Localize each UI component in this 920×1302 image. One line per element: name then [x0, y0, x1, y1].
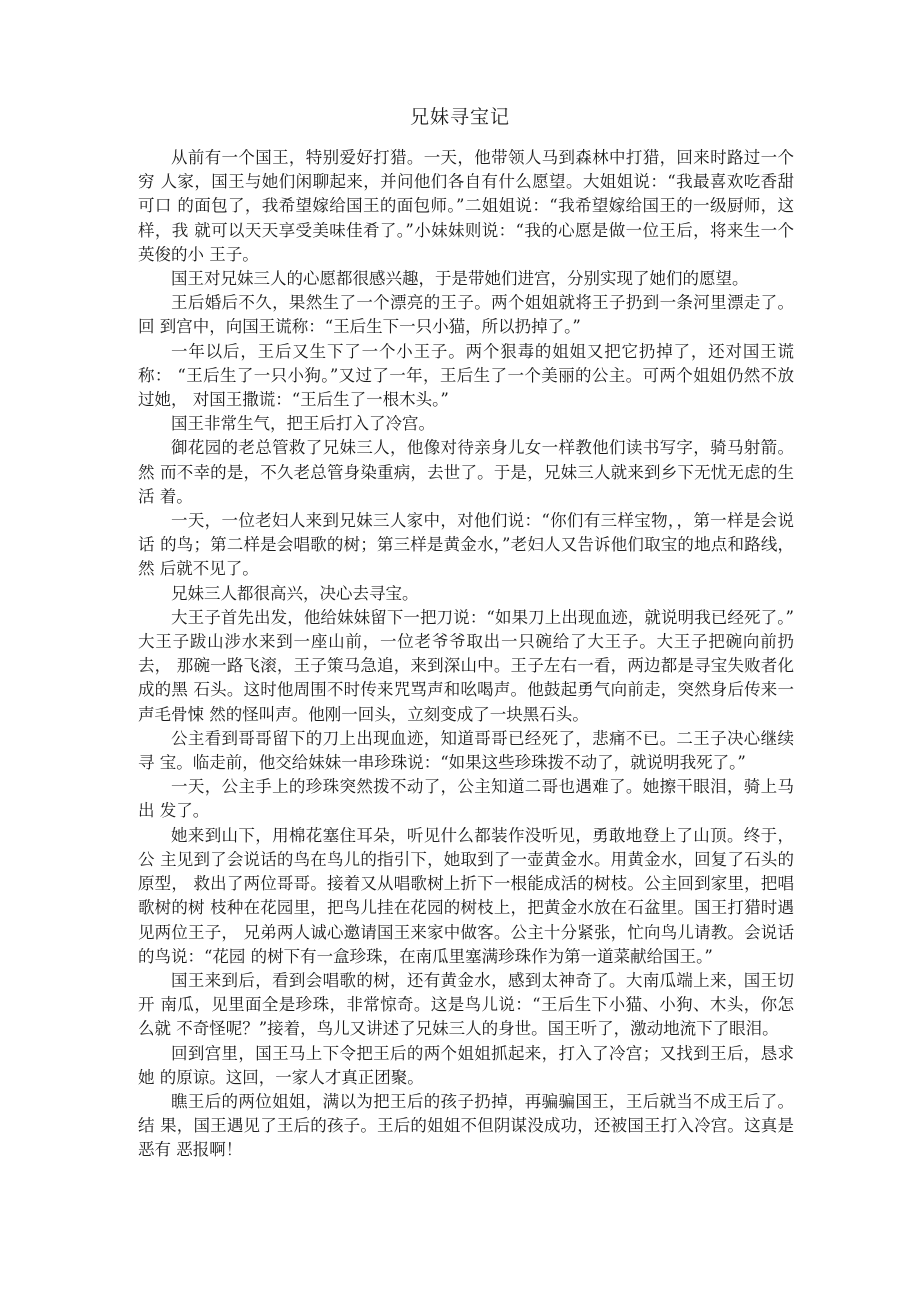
paragraph-2: 国王对兄妹三人的心愿都很感兴趣，于是带她们进宫，分别实现了她们的愿望。 [171, 269, 749, 289]
paragraph-5: 国王非常生气，把王后打入了冷宫。 [171, 414, 435, 434]
paragraph-12: 她来到山下，用棉花塞住耳朵，听见什么都装作没听见，勇敢地登上了山顶。终于，公 主见到了会说话的鸟在鸟儿的指引下，她取到了一壶黄金水。用黄金水，回复了石头的原型， 救出了两位哥哥。接着又从唱歌树上折下一根能成活的树枝。公主回到家里，把唱歌树的树 枝种在花园里，把鸟儿挂在花园的树枝上，把黄金水放在石盆里。国王打猎时遇见两位王子， 兄弟两人诚心邀请国王来家中做客。公主十分紧张，忙向鸟儿请教。会说话的鸟说：“花园 的树下有一盒珍珠，在南瓜里塞满珍珠作为第一道菜献给国王。” [138, 825, 794, 966]
paragraph-3: 王后婚后不久，果然生了一个漂亮的王子。两个姐姐就将王子扔到一条河里漂走了。回 到宫中，向国王谎称：“王后生下一只小猫，所以扔掉了。” [138, 293, 794, 337]
paragraph-4: 一年以后，王后又生下了一个小王子。两个狠毒的姐姐又把它扔掉了，还对国王谎称： “王后生了一只小狗。”又过了一年，王后生了一个美丽的公主。可两个姐姐仍然不放过她， 对国王撒谎：“王后生了一根木头。” [138, 341, 794, 410]
page-title: 兄妹寻宝记 [409, 106, 510, 128]
paragraph-8: 兄妹三人都很高兴，决心去寻宝。 [171, 583, 419, 603]
paragraph-7: 一天，一位老妇人来到兄妹三人家中，对他们说：“你们有三样宝物，，第一样是会说话 的鸟；第二样是会唱歌的树；第三样是黄金水，”老妇人又告诉他们取宝的地点和路线，然 后就不见了。 [138, 511, 794, 579]
paragraph-1: 从前有一个国王，特别爱好打猎。一天，他带领人马到森林中打猎，回来时路过一个穷 人家，国王与她们闲聊起来，并问他们各自有什么愿望。大姐姐说：“我最喜欢吃香甜可口 的面包了，我希望嫁给国王的面包师。”二姐姐说：“我希望嫁给国王的一级厨师，这样，我 就可以天天享受美味佳肴了。”小妹妹则说：“我的心愿是做一位王后，将来生一个英俊的小 王子。 [138, 148, 794, 264]
paragraph-13: 国王来到后，看到会唱歌的树，还有黄金水，感到太神奇了。大南瓜端上来，国王切开 南瓜，见里面全是珍珠，非常惊奇。这是鸟儿说：“王后生下小猫、小狗、木头，你怎么就 不奇怪呢？”接着，鸟儿又讲述了兄妹三人的身世。国王听了，激动地流下了眼泪。 [138, 970, 794, 1039]
paragraph-9: 大王子首先出发，他给妹妹留下一把刀说：“如果刀上出现血迹，就说明我已经死了。” 大王子跋山涉水来到一座山前，一位老爷爷取出一只碗给了大王子。大王子把碗向前扔去， 那碗一路飞滚，王子策马急追，来到深山中。王子左右一看，两边都是寻宝失败者化成的黑 石头。这时他周围不时传来咒骂声和吆喝声。他鼓起勇气向前走，突然身后传来一声毛骨悚 然的怪叫声。他刚一回头，立刻变成了一块黑石头。 [138, 607, 800, 724]
paragraph-14: 回到宫里，国王马上下令把王后的两个姐姐抓起来，打入了冷宫；又找到王后，恳求她 的原谅。这回，一家人才真正团聚。 [138, 1043, 794, 1087]
paragraph-11: 一天，公主手上的珍珠突然拨不动了，公主知道二哥也遇难了。她擦干眼泪，骑上马出 发了。 [138, 777, 794, 821]
paragraph-6: 御花园的老总管救了兄妹三人，他像对待亲身儿女一样教他们读书写字，骑马射箭。然 而不幸的是，不久老总管身染重病，去世了。于是，兄妹三人就来到乡下无忧无虑的生活 着。 [138, 438, 794, 506]
paragraph-15: 瞧王后的两位姐姐，满以为把王后的孩子扔掉，再骗骗国王，王后就当不成王后了。结 果，国王遇见了王后的孩子。王后的姐姐不但阴谋没成功，还被国王打入冷宫。这真是恶有 恶报啊！ [138, 1091, 794, 1160]
story-body [138, 146, 800, 1163]
paragraph-10: 公主看到哥哥留下的刀上出现血迹，知道哥哥已经死了，悲痛不已。二王子决心继续寻 宝。临走前，他交给妹妹一串珍珠说：“如果这些珍珠拨不动了，就说明我死了。” [138, 728, 794, 773]
